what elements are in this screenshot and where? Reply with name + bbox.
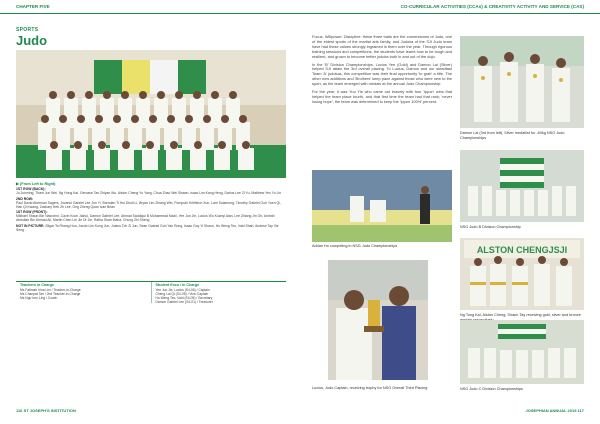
body-paragraph: Focus. Willpower. Discipline: these three traits are the cornerstones of Judo, one of the eldest sports of the martial arts family, and Judoka of the SJI Judo team have had these values strongly ingrained in them over the year. Through rigorous training sessions and competitions, the students have learnt how to be tough and resilient, and grown to become better judoka both in and out of the dojo. [312, 34, 452, 59]
teacher-line: Ms Fatimah Irina Lim / Teacher-in-Charge [20, 287, 81, 292]
student-line: Damon Gabriel Lee (S4-01) / Treasurer [155, 299, 213, 304]
names-row: 1ST ROW (FRONT): Mikhael Shaun Bin Nasrohni, Cavin Koon Jiahui, Damon Gabriel Lee, Ahmad Saddiqul B Mohammad Mazli, Yee Jun Jie, Lucius Wu Kuanyi Alan, Lee Zhiang Jin Oh, Amirah Abdullah Bin Ahmad Ali, Martin Chen Lei Jie Dr Jie, Rafha Shah Maha, Chung Zhi Sheng [16, 210, 275, 223]
division-c-caption: NSG Judo C Division Championships [460, 387, 523, 391]
division-b-caption: NSG Judo B Division Championship [460, 225, 521, 229]
teachers-heading: Teachers in Charge [20, 283, 54, 287]
teacher-line: Ms Ngu Iren Ling / Coach [20, 295, 58, 300]
student-line: Cheng Lai Qi (S4-05) / Vice-Captain [155, 291, 209, 296]
captain-photo [328, 260, 428, 380]
footer-left: 116 ST JOSEPH'S INSTITUTION [16, 408, 76, 413]
incharge-boxes [16, 281, 286, 303]
names-row: 1ST ROW (BACK): Jo Junming, Tham Jun Wei, Ng Hong Kai, Gervase Tan Zhiyan Wu, Alston Cheng Yu Yang, Chua Zhao Wei Shawn, Isaac Lim Kang Heng, Darius Lee Zi Yu, Matthew Yeo Yu Lin [16, 187, 282, 196]
captain-caption: Lucius, Judo Captain, receiving trophy for NSG Overall Third Placing [312, 386, 428, 390]
section-kicker: SPORTS [16, 27, 39, 33]
team-group-caption: Ng Tong Kai, Alston Cheng, Shaun Tay receiving gold, silver and bronze [460, 313, 581, 317]
arrow-right-icon: ▶ [16, 182, 20, 186]
student-line: Ho Weng Teo, Vald (S4-05) / Secretary [155, 295, 213, 300]
names-list [16, 182, 286, 233]
body-paragraph: In the 'B' Division Championships, Lucius Yee (Gold) and Damon Lai (Silver) helped SJI attain the 3rd overall placing. To Lucius, Damon and our steadfast Team 'A' judokas, this competition was their final opportunity 'to grab' a title. The other new additions and 'Brothers' keep pace against those who were new to the sport, as the team emerged with medals at the annual Judo Championship. [312, 61, 452, 87]
medallists-photo [460, 36, 584, 128]
chapter-header: CHAPTER FIVE [0, 0, 300, 14]
division-c-photo [460, 320, 584, 384]
teacher-line: Ms Chanpat Tan / 2nd Teacher-in-Charge [20, 291, 81, 296]
competing-photo [312, 170, 452, 242]
article-body [312, 35, 452, 108]
student-line: Yee Jun Jie, Lucius (S4-06) / Captain [155, 287, 210, 292]
names-row: 2ND ROW: Paul David Akerman Sagers, Jovanni Gabriel Lee Jun Yi, Brendan Ti Hui Dindi Li, Bryan Lim Zhiang Wei, Pornputri Kritihirun Xun, Lam Solamong, Timothy Gabriel Goh Yuen Qi, Han Qi Kwang, Zachary Heh Zh Lee, Ong Zheng Quan Ivan Brian [16, 196, 281, 209]
team-photo [16, 50, 286, 178]
competing-caption: Adrian Ho competing in NSG Judo Championships [312, 244, 398, 248]
students-box [151, 282, 287, 303]
names-heading: ▶ (From Left to Right) [16, 182, 56, 186]
students-heading: Student Exco / In Charge [155, 283, 200, 287]
body-paragraph: For the year, it was Yuu Yie who came out bravely with four 'Ippon' wins that helped the team place fourth, and that first time the team had that rank; 'never losing hope', the team was determined to keep the 'ippon 100%' percent. [312, 89, 452, 104]
medallists-caption: Damon Lai (3rd from left), Silver medallist for -60kg NSG Judo Championships [460, 131, 565, 140]
section-header: CO-CURRICULAR ACTIVITIES (CCAs) & CREATIVITY ACTIVITY AND SERVICE (CAS) [300, 0, 600, 14]
division-b-photo [460, 150, 584, 222]
teachers-box [16, 282, 151, 303]
banner-text: ALSTON CHENGJSJI [476, 245, 568, 255]
team-group-photo [460, 238, 584, 310]
page-title: Judo [16, 33, 48, 48]
names-row: NOT IN PICTURE: Sligar Ta Rhang Hun, Jacob Lim Kong Jun, Justus Toh Zi Jun, Sean Gabriel Goh Yan Rong, Isaac Goy Yi Shaun, Ho Weng Teo, Vald Shah, Andrew Tay Xie Seng [16, 223, 279, 232]
footer-right: JOSEPHIAN ANNUAL 2019 117 [525, 408, 584, 413]
